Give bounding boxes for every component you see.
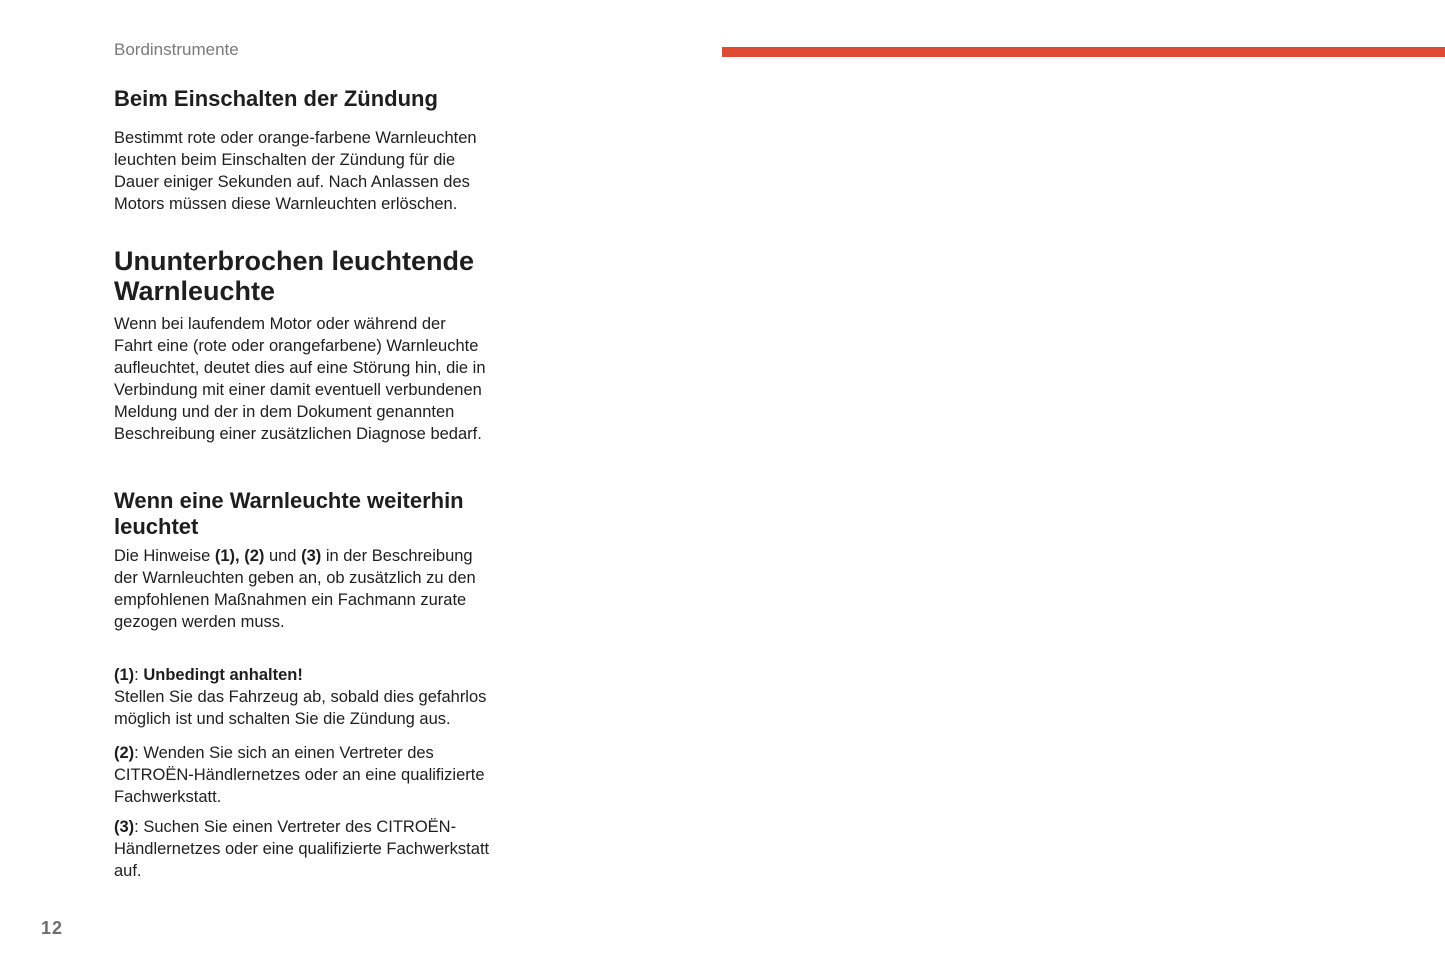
note-1 xyxy=(114,664,486,730)
text-line: der Warnleuchten geben an, ob zusätzlich zu den xyxy=(114,569,476,587)
note-heading-line xyxy=(114,664,486,686)
continuous-heading xyxy=(114,246,474,306)
text-line: möglich ist und schalten Sie die Zündung aus. xyxy=(114,710,451,728)
text-fragment: : Wenden Sie sich an einen Vertreter des xyxy=(134,744,434,762)
ignition-heading: Beim Einschalten der Zündung xyxy=(114,86,438,111)
heading-line: leuchtet xyxy=(114,514,199,539)
remains-lit-heading xyxy=(114,488,464,540)
reference-marker: (3) xyxy=(301,547,322,565)
text-line: Motors müssen diese Warnleuchten erlöschen. xyxy=(114,195,458,213)
text-line: aufleuchtet, deutet dies auf eine Störung hin, die in xyxy=(114,359,486,377)
note-3 xyxy=(114,816,489,882)
text-line xyxy=(114,816,489,838)
page-number: 12 xyxy=(41,918,64,938)
text-line: gezogen werden muss. xyxy=(114,613,285,631)
text-line: Fachwerkstatt. xyxy=(114,788,222,806)
reference-marker: (3) xyxy=(114,818,135,836)
reference-marker: (2) xyxy=(114,744,135,762)
section-label: Bordinstrumente xyxy=(114,40,239,59)
note-2 xyxy=(114,742,485,808)
reference-marker: (1) xyxy=(114,666,135,684)
text-line: CITROËN-Händlernetzes oder an eine qualifizierte xyxy=(114,766,485,784)
text-line: Händlernetzes oder eine qualifizierte Fachwerkstatt xyxy=(114,840,490,858)
heading-line: Warnleuchte xyxy=(114,276,276,306)
reference-marker: (1), (2) xyxy=(214,547,265,565)
continuous-paragraph xyxy=(114,313,486,445)
note-heading: Unbedingt anhalten! xyxy=(143,666,303,684)
heading-line: Ununterbrochen leuchtende xyxy=(114,246,475,276)
text-line: Wenn bei laufendem Motor oder während der xyxy=(114,315,446,333)
text-line: empfohlenen Maßnahmen ein Fachmann zurate xyxy=(114,591,467,609)
text-line xyxy=(114,742,485,764)
text-line xyxy=(114,545,476,567)
text-line: leuchten beim Einschalten der Zündung für die xyxy=(114,151,456,169)
remains-lit-paragraph xyxy=(114,545,476,633)
text-fragment: und xyxy=(264,547,302,565)
text-line: Fahrt eine (rote oder orangefarbene) Warnleuchte xyxy=(114,337,479,355)
text-line: Meldung und der in dem Dokument genannten xyxy=(114,403,455,421)
ignition-paragraph xyxy=(114,127,477,215)
text-fragment: Die Hinweise xyxy=(114,547,215,565)
text-line: Stellen Sie das Fahrzeug ab, sobald dies gefahrlos xyxy=(114,688,487,706)
text-line: Bestimmt rote oder orange-farbene Warnleuchten xyxy=(114,129,477,147)
text-line: Verbindung mit einer damit eventuell verbundenen xyxy=(114,381,482,399)
text-line: Dauer einiger Sekunden auf. Nach Anlassen des xyxy=(114,173,470,191)
text-fragment: : Suchen Sie einen Vertreter des CITROËN- xyxy=(134,818,457,836)
text-fragment: : xyxy=(134,666,144,684)
text-line: Beschreibung einer zusätzlichen Diagnose bedarf. xyxy=(114,425,482,443)
text-line: auf. xyxy=(114,862,142,880)
text-fragment: in der Beschreibung xyxy=(321,547,473,565)
heading-line: Wenn eine Warnleuchte weiterhin xyxy=(114,488,464,513)
accent-bar xyxy=(722,47,1445,57)
